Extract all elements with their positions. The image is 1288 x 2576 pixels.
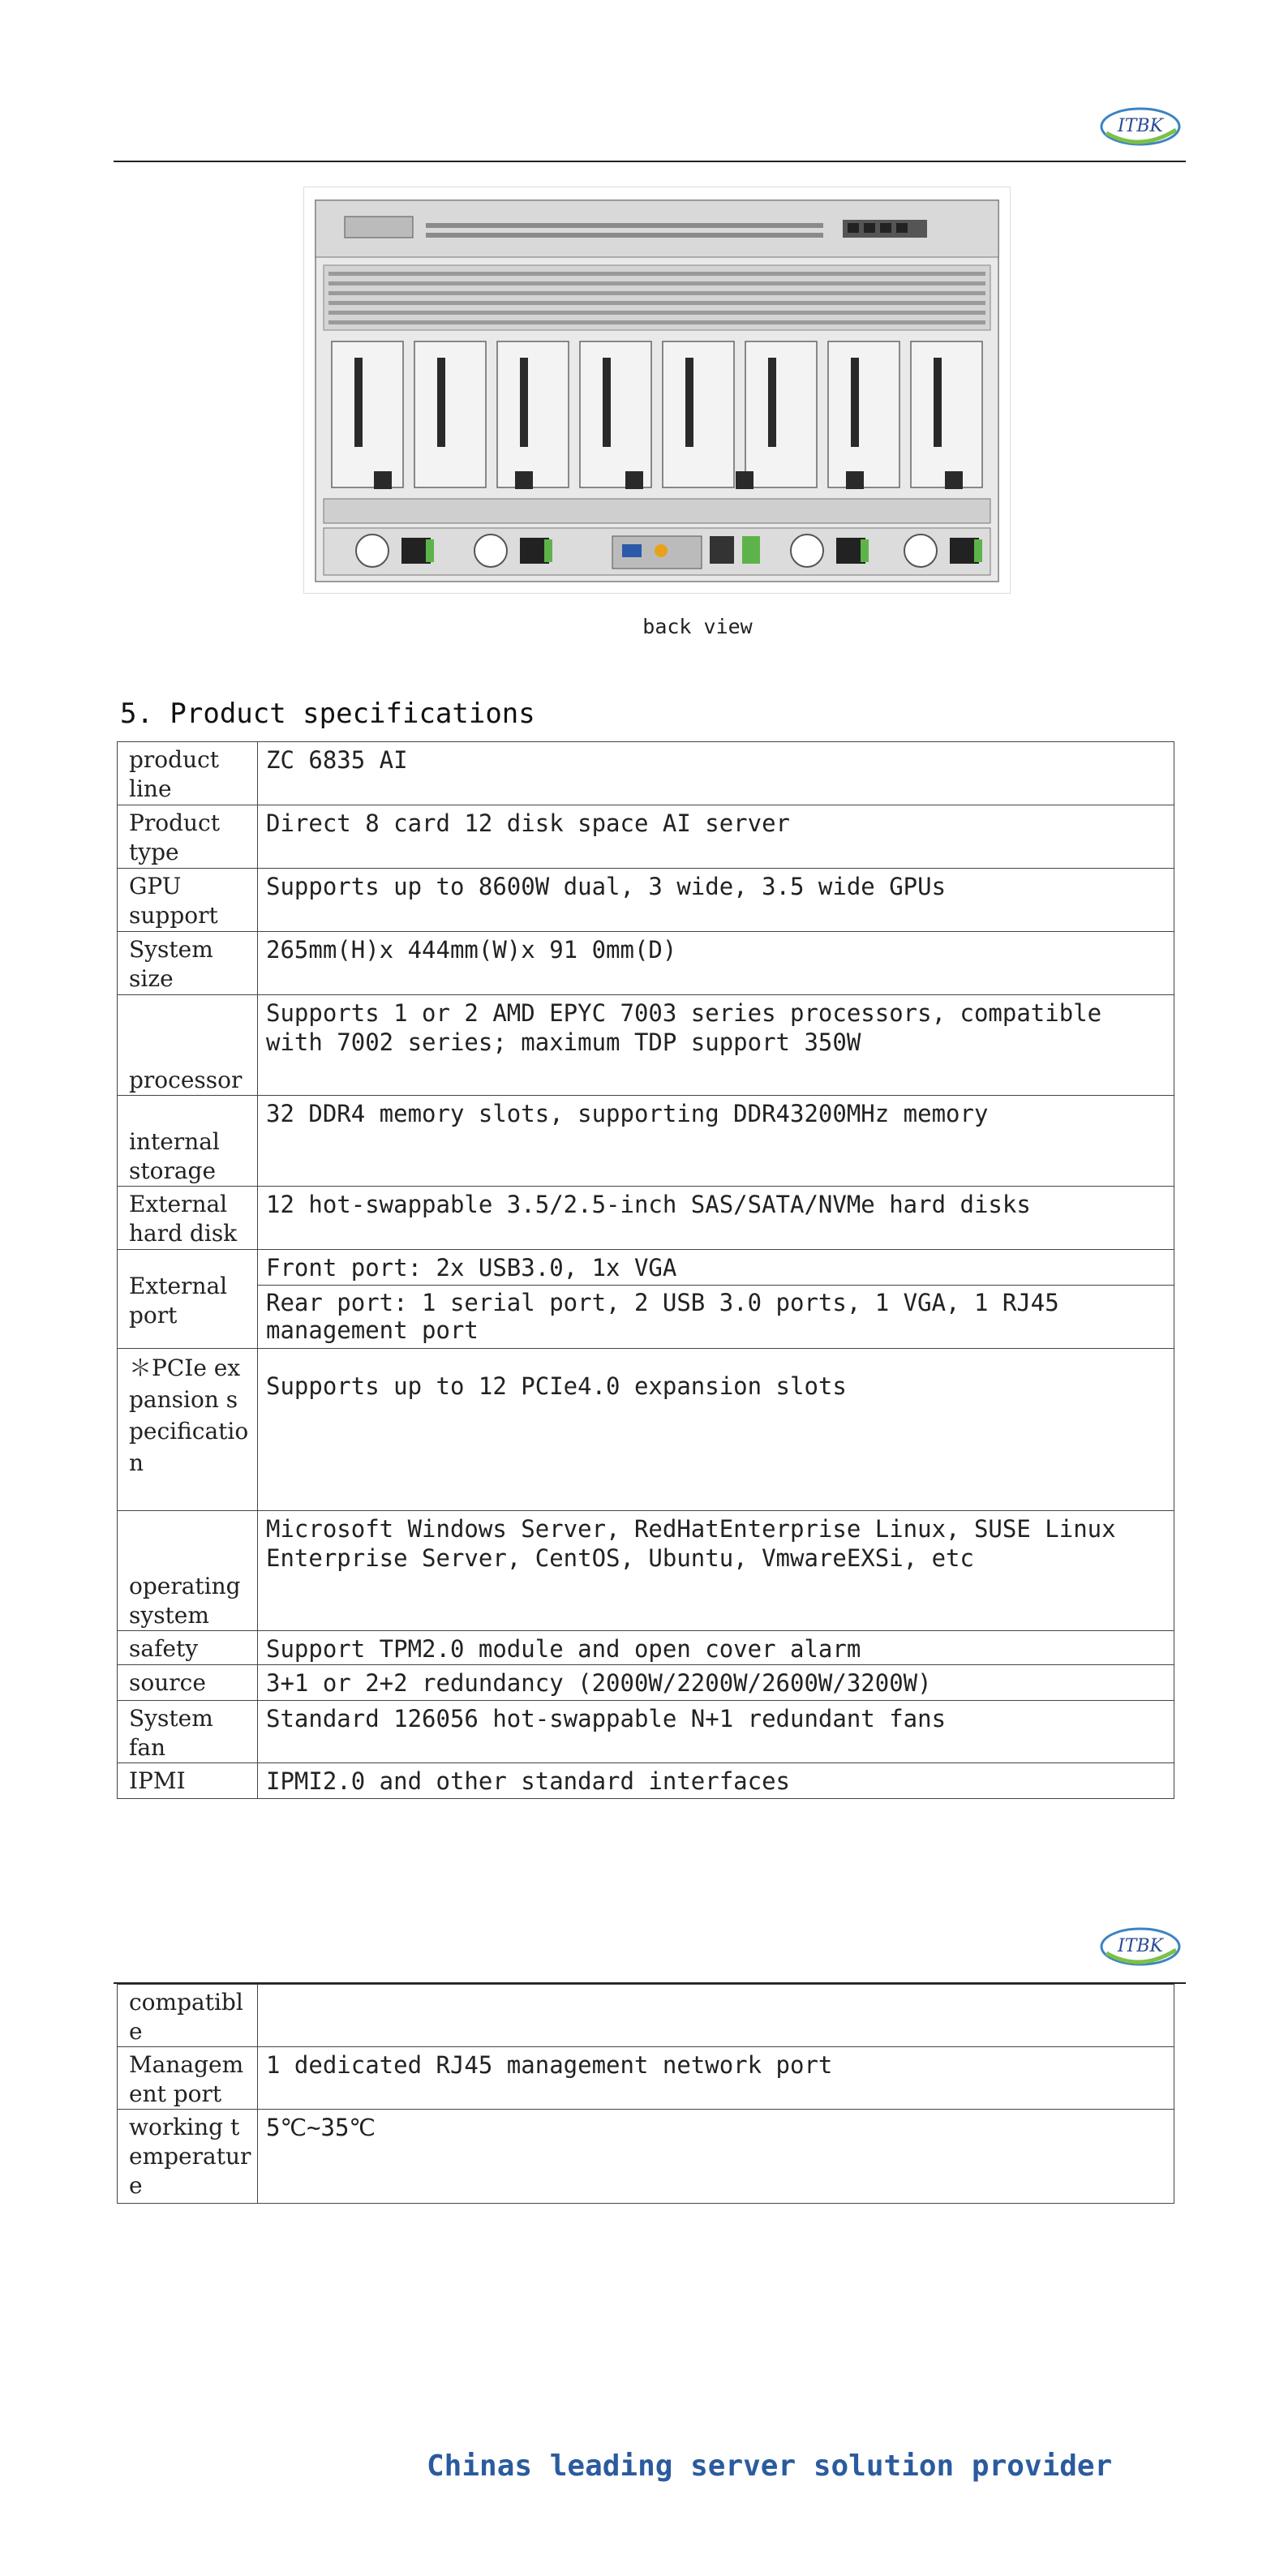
row-value: Rear port: 1 serial port, 2 USB 3.0 ports, 1 VGA, 1 RJ45 management port (258, 1286, 1174, 1349)
row-label: working temperature (118, 2110, 258, 2204)
row-label: System size (118, 932, 258, 995)
logo-text: ITBK (1118, 116, 1163, 136)
row-value: Supports up to 12 PCIe4.0 expansion slots (258, 1349, 1174, 1511)
row-label: External port (118, 1250, 258, 1349)
table-row (118, 1250, 1174, 1286)
row-label: GPU support (118, 869, 258, 932)
table-row (118, 1349, 1174, 1511)
row-value: 1 dedicated RJ45 management network port (258, 2047, 1174, 2110)
row-value: Supports up to 8600W dual, 3 wide, 3.5 wide GPUs (258, 869, 1174, 932)
table-row (118, 2110, 1174, 2204)
row-value: 265mm(H)x 444mm(W)x 91 0mm(D) (258, 932, 1174, 995)
footer-tagline: Chinas leading server solution provider (427, 2449, 1113, 2483)
table-row (118, 742, 1174, 805)
row-value: Supports 1 or 2 AMD EPYC 7003 series processors, compatible with 7002 series; maximum TDP support 350W (258, 995, 1174, 1096)
row-value: Front port: 2x USB3.0, 1x VGA (258, 1250, 1174, 1286)
server-back-view-image (303, 187, 1011, 594)
spec-table-continued (117, 1984, 1174, 2204)
itbk-logo (1098, 1922, 1183, 1968)
row-label: System fan (118, 1701, 258, 1763)
row-value: ZC 6835 AI (258, 742, 1174, 805)
section-title: 5. Product specifications (120, 698, 535, 730)
row-value: Standard 126056 hot-swappable N+1 redundant fans (258, 1701, 1174, 1763)
row-value: 12 hot-swappable 3.5/2.5-inch SAS/SATA/NVMe hard disks (258, 1187, 1174, 1250)
row-label: Management port (118, 2047, 258, 2110)
row-value (258, 1985, 1174, 2047)
row-label: operating system (118, 1511, 258, 1631)
row-value: IPMI2.0 and other standard interfaces (258, 1763, 1174, 1799)
table-row (118, 1511, 1174, 1631)
logo-text: ITBK (1118, 1936, 1163, 1956)
header-rule (114, 161, 1186, 162)
row-label: internal storage (118, 1096, 258, 1187)
row-label: compatible (118, 1985, 258, 2047)
row-value: Microsoft Windows Server, RedHatEnterprise Linux, SUSE Linux Enterprise Server, CentOS, Ubuntu, VmwareEXSi, etc (258, 1511, 1174, 1631)
table-row (118, 1096, 1174, 1187)
row-label: source (118, 1665, 258, 1701)
table-row (118, 1187, 1174, 1250)
spec-table (117, 741, 1174, 1799)
row-label: processor (118, 995, 258, 1096)
table-row (118, 995, 1174, 1096)
row-label: safety (118, 1631, 258, 1665)
row-value: Direct 8 card 12 disk space AI server (258, 805, 1174, 869)
row-value: 3+1 or 2+2 redundancy (2000W/2200W/2600W/3200W) (258, 1665, 1174, 1701)
table-row (118, 1763, 1174, 1799)
table-row (118, 869, 1174, 932)
row-label: Product type (118, 805, 258, 869)
table-row (118, 2047, 1174, 2110)
figure-caption: back view (642, 615, 753, 638)
table-row (118, 1985, 1174, 2047)
row-value: 5℃~35℃ (258, 2110, 1174, 2204)
table-row (118, 805, 1174, 869)
itbk-logo (1098, 102, 1183, 148)
row-label: product line (118, 742, 258, 805)
table-row (118, 1631, 1174, 1665)
row-value: 32 DDR4 memory slots, supporting DDR43200MHz memory (258, 1096, 1174, 1187)
table-row (118, 932, 1174, 995)
row-label: IPMI (118, 1763, 258, 1799)
table-row (118, 1665, 1174, 1701)
row-label: External hard disk (118, 1187, 258, 1250)
table-row (118, 1701, 1174, 1763)
table-row (118, 1286, 1174, 1349)
row-label: ＊PCIe expansion specification (118, 1349, 258, 1511)
row-value: Support TPM2.0 module and open cover alarm (258, 1631, 1174, 1665)
